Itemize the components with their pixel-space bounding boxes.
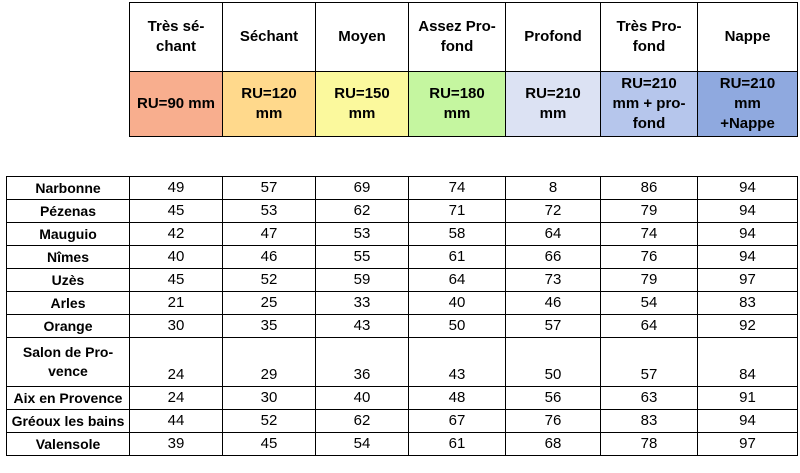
table-row <box>7 433 798 456</box>
reserve-utile-cell: RU=210 mm + pro- fond <box>601 72 698 137</box>
value-cell: 94 <box>698 223 798 246</box>
value-cell: 79 <box>601 200 698 223</box>
value-cell: 79 <box>601 269 698 292</box>
soil-class-title: Profond <box>506 3 601 72</box>
reserve-utile-cell: RU=150 mm <box>316 72 409 137</box>
value-cell: 42 <box>130 223 223 246</box>
value-cell: 25 <box>223 292 316 315</box>
table-row <box>7 269 798 292</box>
value-cell: 64 <box>601 315 698 338</box>
table-row <box>7 338 798 387</box>
value-cell: 43 <box>409 338 506 387</box>
value-cell: 62 <box>316 200 409 223</box>
value-cell: 46 <box>223 246 316 269</box>
city-name-cell: Gréoux les bains <box>7 410 130 433</box>
soil-class-title: Très Pro- fond <box>601 3 698 72</box>
value-cell: 62 <box>316 410 409 433</box>
value-cell: 30 <box>130 315 223 338</box>
value-cell: 69 <box>316 177 409 200</box>
value-cell: 61 <box>409 246 506 269</box>
city-name-cell: Pézenas <box>7 200 130 223</box>
soil-class-title: Moyen <box>316 3 409 72</box>
value-cell: 40 <box>130 246 223 269</box>
value-cell: 59 <box>316 269 409 292</box>
city-name-cell: Salon de Pro- vence <box>7 338 130 387</box>
city-name-cell: Nîmes <box>7 246 130 269</box>
value-cell: 86 <box>601 177 698 200</box>
value-cell: 94 <box>698 200 798 223</box>
value-cell: 21 <box>130 292 223 315</box>
value-cell: 49 <box>130 177 223 200</box>
value-cell: 44 <box>130 410 223 433</box>
value-cell: 29 <box>223 338 316 387</box>
value-cell: 48 <box>409 387 506 410</box>
value-cell: 43 <box>316 315 409 338</box>
reserve-utile-cell: RU=120 mm <box>223 72 316 137</box>
value-cell: 33 <box>316 292 409 315</box>
value-cell: 83 <box>698 292 798 315</box>
value-cell: 78 <box>601 433 698 456</box>
value-cell: 73 <box>506 269 601 292</box>
value-cell: 76 <box>506 410 601 433</box>
value-cell: 55 <box>316 246 409 269</box>
reserve-utile-cell: RU=180 mm <box>409 72 506 137</box>
value-cell: 56 <box>506 387 601 410</box>
value-cell: 71 <box>409 200 506 223</box>
soil-class-title: Nappe <box>698 3 798 72</box>
value-cell: 63 <box>601 387 698 410</box>
value-cell: 74 <box>409 177 506 200</box>
value-cell: 52 <box>223 269 316 292</box>
value-cell: 46 <box>506 292 601 315</box>
value-cell: 53 <box>316 223 409 246</box>
table-row <box>7 315 798 338</box>
soil-class-header-table <box>129 2 798 137</box>
value-cell: 76 <box>601 246 698 269</box>
value-cell: 45 <box>130 269 223 292</box>
reserve-utile-cell: RU=210 mm +Nappe <box>698 72 798 137</box>
value-cell: 64 <box>506 223 601 246</box>
value-cell: 24 <box>130 387 223 410</box>
value-cell: 45 <box>223 433 316 456</box>
value-cell: 30 <box>223 387 316 410</box>
value-cell: 52 <box>223 410 316 433</box>
reserve-utile-cell: RU=90 mm <box>130 72 223 137</box>
value-cell: 35 <box>223 315 316 338</box>
soil-class-title: Séchant <box>223 3 316 72</box>
soil-class-title-row <box>130 3 798 72</box>
value-cell: 8 <box>506 177 601 200</box>
city-name-cell: Valensole <box>7 433 130 456</box>
table-row <box>7 223 798 246</box>
value-cell: 94 <box>698 177 798 200</box>
value-cell: 36 <box>316 338 409 387</box>
value-cell: 47 <box>223 223 316 246</box>
value-cell: 53 <box>223 200 316 223</box>
value-cell: 64 <box>409 269 506 292</box>
station-values-table <box>6 176 798 456</box>
reserve-utile-row <box>130 72 798 137</box>
value-cell: 39 <box>130 433 223 456</box>
value-cell: 97 <box>698 433 798 456</box>
value-cell: 94 <box>698 410 798 433</box>
city-name-cell: Aix en Provence <box>7 387 130 410</box>
value-cell: 66 <box>506 246 601 269</box>
value-cell: 54 <box>601 292 698 315</box>
table-row <box>7 246 798 269</box>
table-row <box>7 410 798 433</box>
value-cell: 83 <box>601 410 698 433</box>
value-cell: 40 <box>316 387 409 410</box>
value-cell: 57 <box>506 315 601 338</box>
value-cell: 54 <box>316 433 409 456</box>
soil-class-title: Assez Pro- fond <box>409 3 506 72</box>
value-cell: 67 <box>409 410 506 433</box>
soil-class-title: Très sé- chant <box>130 3 223 72</box>
value-cell: 40 <box>409 292 506 315</box>
reserve-utile-cell: RU=210 mm <box>506 72 601 137</box>
value-cell: 97 <box>698 269 798 292</box>
city-name-cell: Uzès <box>7 269 130 292</box>
city-name-cell: Mauguio <box>7 223 130 246</box>
value-cell: 45 <box>130 200 223 223</box>
value-cell: 74 <box>601 223 698 246</box>
city-name-cell: Arles <box>7 292 130 315</box>
value-cell: 61 <box>409 433 506 456</box>
value-cell: 57 <box>601 338 698 387</box>
value-cell: 72 <box>506 200 601 223</box>
table-row <box>7 292 798 315</box>
table-row <box>7 177 798 200</box>
value-cell: 94 <box>698 246 798 269</box>
value-cell: 50 <box>409 315 506 338</box>
value-cell: 91 <box>698 387 798 410</box>
value-cell: 92 <box>698 315 798 338</box>
table-row <box>7 200 798 223</box>
value-cell: 57 <box>223 177 316 200</box>
value-cell: 84 <box>698 338 798 387</box>
table-row <box>7 387 798 410</box>
value-cell: 68 <box>506 433 601 456</box>
value-cell: 24 <box>130 338 223 387</box>
value-cell: 58 <box>409 223 506 246</box>
city-name-cell: Narbonne <box>7 177 130 200</box>
value-cell: 50 <box>506 338 601 387</box>
city-name-cell: Orange <box>7 315 130 338</box>
